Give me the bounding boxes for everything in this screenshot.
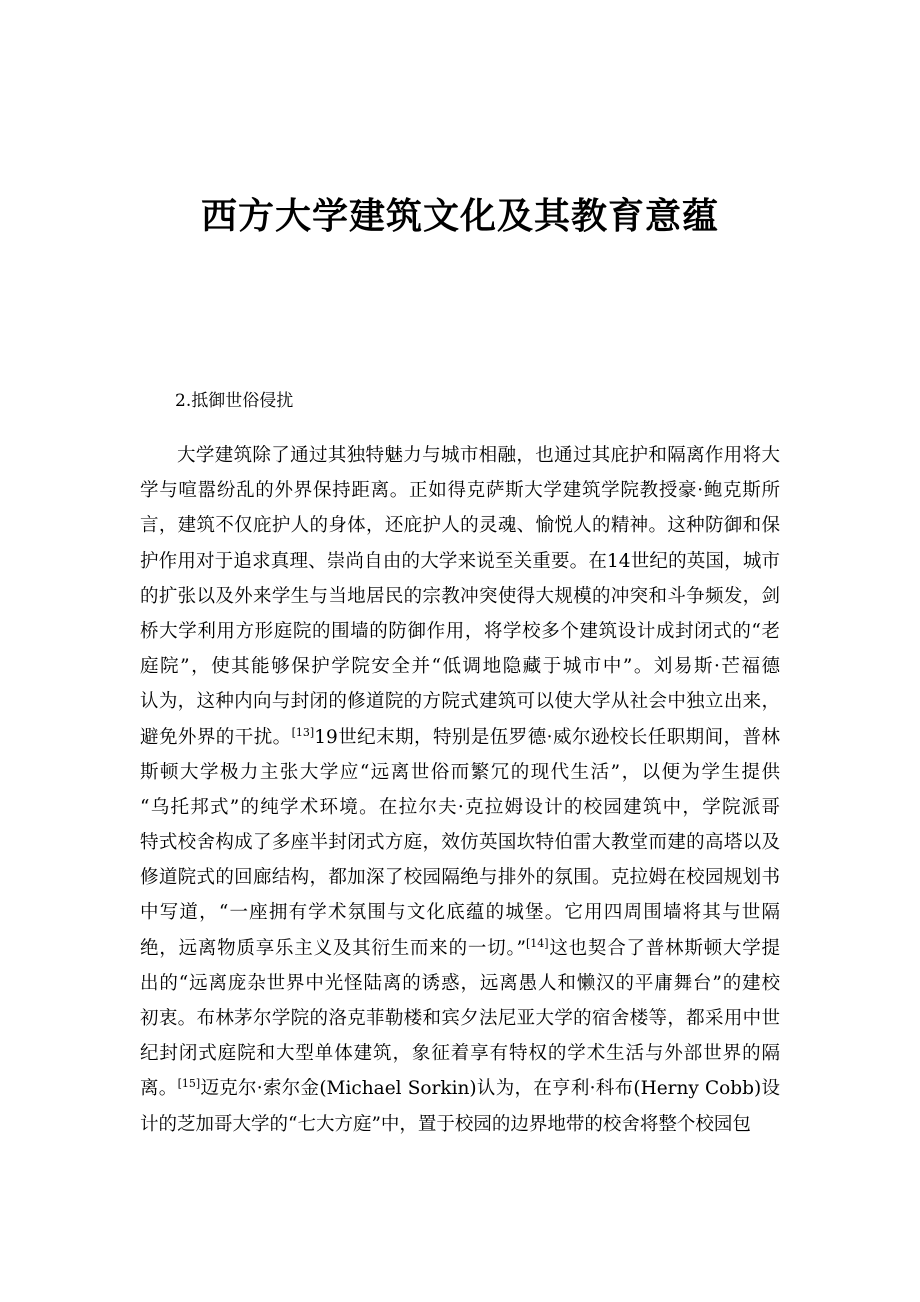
citation-ref: [13] xyxy=(291,725,315,739)
paragraph-line: 认为，这种内向与封闭的修道院的方院式建筑可以使大学从社会中独立出来， xyxy=(140,691,780,713)
line-text: 这也契合了普林斯顿大学提 xyxy=(548,937,780,959)
paragraph-line xyxy=(140,720,780,755)
paragraph-line: 桥大学利用方形庭院的围墙的防御作用，将学校多个建筑设计成封闭式的“老 xyxy=(140,620,780,642)
paragraph-line: 纪封闭式庭院和大型单体建筑，象征着享有特权的学术生活与外部世界的隔 xyxy=(140,1043,780,1065)
paragraph-line: 修道院式的回廊结构，都加深了校园隔绝与排外的氛围。克拉姆在校园规划书 xyxy=(140,867,780,889)
line-text: 避免外界的干扰。 xyxy=(140,726,292,748)
paragraph-line xyxy=(140,1071,780,1106)
document-title: 西方大学建筑文化及其教育意蕴 xyxy=(200,195,719,237)
paragraph-line: 计的芝加哥大学的“七大方庭”中，置于校园的边界地带的校舍将整个校园包 xyxy=(140,1113,751,1135)
paragraph-line: 的扩张以及外来学生与当地居民的宗教冲突使得大规模的冲突和斗争频发，剑 xyxy=(140,585,780,607)
paragraph-line: 大学建筑除了通过其独特魅力与城市相融，也通过其庇护和隔离作用将大 xyxy=(177,445,780,466)
line-text: 19世纪末期，特别是伍罗德·威尔逊校长任职期间，普林 xyxy=(314,726,780,748)
line-text: 绝，远离物质享乐主义及其衍生而来的一切。” xyxy=(140,937,526,959)
citation-ref: [15] xyxy=(177,1077,201,1091)
paragraph-line: 庭院”，使其能够保护学院安全并“低调地隐藏于城市中”。刘易斯·芒福德 xyxy=(140,656,780,678)
paragraph-line: 护作用对于追求真理、崇尚自由的大学来说至关重要。在14世纪的英国，城市 xyxy=(140,550,780,572)
citation-ref: [14] xyxy=(525,936,549,950)
paragraph-line xyxy=(140,931,780,966)
line-text: 离。 xyxy=(140,1078,178,1100)
paragraph-line: 中写道，“一座拥有学术氛围与文化底蕴的城堡。它用四周围墙将其与世隔 xyxy=(140,902,780,924)
body-paragraph xyxy=(140,438,780,1142)
paragraph-line: 初衷。布林茅尔学院的洛克菲勒楼和宾夕法尼亚大学的宿舍楼等，都采用中世 xyxy=(140,1008,780,1029)
paragraph-line: 言，建筑不仅庇护人的身体，还庇护人的灵魂、愉悦人的精神。这种防御和保 xyxy=(140,515,780,537)
paragraph-line: 特式校舍构成了多座半封闭式方庭，效仿英国坎特伯雷大教堂而建的高塔以及 xyxy=(140,832,780,854)
paragraph-line: 学与喧嚣纷乱的外界保持距离。正如得克萨斯大学建筑学院教授豪·鲍克斯所 xyxy=(140,480,780,502)
paragraph-line: 斯顿大学极力主张大学应“远离世俗而繁冗的现代生活”，以便为学生提供 xyxy=(140,761,780,783)
paragraph-line: 出的“远离庞杂世界中光怪陆离的诱惑，远离愚人和懒汉的平庸舞台”的建校 xyxy=(140,972,780,994)
section-heading: 2.抵御世俗侵扰 xyxy=(175,391,294,411)
paragraph-line: “乌托邦式”的纯学术环境。在拉尔夫·克拉姆设计的校园建筑中，学院派哥 xyxy=(140,796,780,818)
line-text: 迈克尔·索尔金(Michael Sorkin)认为，在亨利·科布(Herny Cobb)设 xyxy=(200,1078,780,1100)
